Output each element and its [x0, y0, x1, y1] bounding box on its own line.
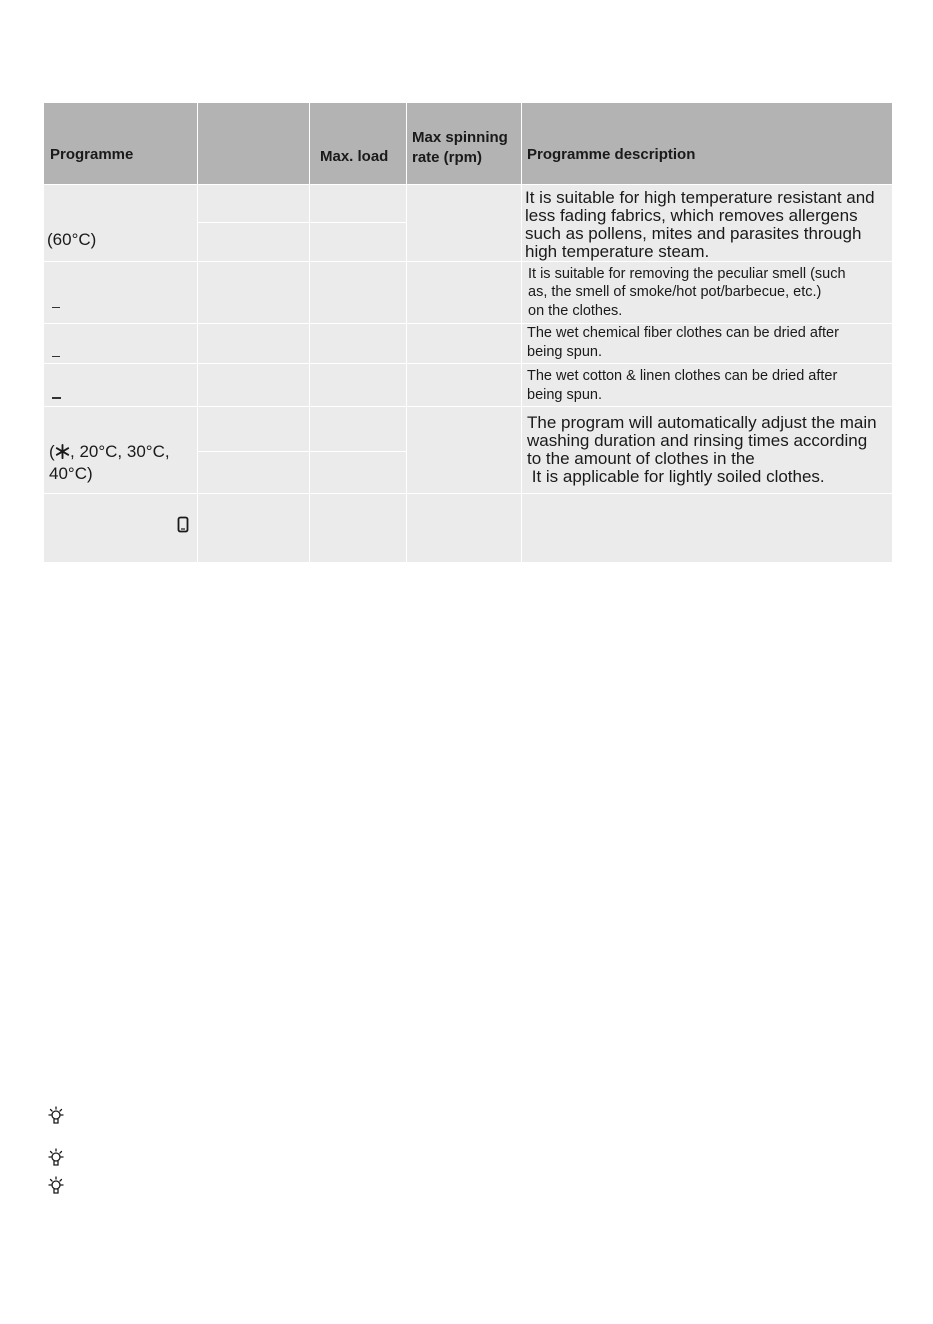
- row3-underscore: [52, 356, 60, 357]
- row5-programme-line2: 40°C): [49, 464, 93, 483]
- row5-col2-b: [198, 452, 309, 493]
- row1-programme-text: (60°C): [47, 230, 97, 249]
- row3-desc-line1: The wet chemical fiber clothes can be dried after: [527, 325, 839, 341]
- header-max-load: [310, 103, 406, 184]
- row2-desc-line3: on the clothes.: [528, 303, 623, 319]
- row5-col4: [407, 407, 521, 493]
- row5-col3-b: [310, 452, 406, 493]
- row2-programme: [44, 262, 197, 323]
- row3-col2: [198, 324, 309, 363]
- lightbulb-tip-icon: [46, 1148, 66, 1168]
- row5-programme-line1: , 20°C, 30°C,: [70, 442, 170, 461]
- row1-col2-b: [198, 223, 309, 261]
- row1-desc-line4: high temperature steam.: [525, 242, 710, 261]
- row5-desc-line3: to the amount of clothes in the: [527, 449, 755, 468]
- row1-programme: [44, 185, 197, 261]
- header-max-spin-line2: rate (rpm): [412, 149, 483, 166]
- row2-desc-line1: It is suitable for removing the peculiar smell (such: [528, 266, 846, 282]
- row5-open-paren: (: [49, 442, 55, 461]
- row2-underscore: [52, 307, 60, 308]
- row5-description: [522, 407, 892, 493]
- row6-col4: [407, 494, 521, 562]
- snowflake-icon: [55, 444, 70, 459]
- row6-description: [522, 494, 892, 562]
- programme-table: [44, 103, 892, 562]
- row1-desc-line3: such as pollens, mites and parasites through: [525, 224, 862, 243]
- row3-desc-line2: being spun.: [527, 344, 602, 360]
- row6-programme: [44, 494, 197, 562]
- row6-col2: [198, 494, 309, 562]
- header-description: [522, 103, 892, 184]
- row2-col2: [198, 262, 309, 323]
- row2-desc-line2: as, the smell of smoke/hot pot/barbecue, etc.): [528, 284, 822, 300]
- row1-col4: [407, 185, 521, 261]
- row6-col3: [310, 494, 406, 562]
- lightbulb-tip-icon: [46, 1176, 66, 1196]
- row3-description: [522, 324, 892, 363]
- row5-programme: [44, 407, 197, 493]
- header-programme-label: Programme: [50, 146, 134, 163]
- lightbulb-tip-icon: [46, 1106, 66, 1126]
- header-max-spin-line1: Max spinning: [412, 129, 508, 146]
- header-programme: [44, 103, 197, 184]
- row3-col4: [407, 324, 521, 363]
- row1-col3-a: [310, 185, 406, 222]
- row4-col2: [198, 364, 309, 406]
- header-blank: [198, 103, 309, 184]
- row5-col2-a: [198, 407, 309, 451]
- header-max-load-label: Max. load: [320, 148, 389, 165]
- row3-col3: [310, 324, 406, 363]
- row5-col3-a: [310, 407, 406, 451]
- row3-programme: [44, 324, 197, 363]
- row1-desc-line2: less fading fabrics, which removes allergens: [525, 206, 858, 225]
- row1-description: [522, 185, 892, 261]
- row4-desc-line1: The wet cotton & linen clothes can be dried after: [527, 368, 838, 384]
- row4-programme: [44, 364, 197, 406]
- row2-col3: [310, 262, 406, 323]
- row2-col4: [407, 262, 521, 323]
- row2-description: [522, 262, 892, 323]
- row1-desc-line1: It is suitable for high temperature resistant and: [525, 188, 875, 207]
- row1-col2-a: [198, 185, 309, 222]
- row5-desc-line2: washing duration and rinsing times according: [527, 431, 868, 450]
- header-description-label: Programme description: [527, 146, 696, 163]
- phone-icon: [177, 516, 189, 533]
- row4-underscore: [52, 397, 61, 399]
- row4-description: [522, 364, 892, 406]
- row1-col3-b: [310, 223, 406, 261]
- row5-desc-line4: It is applicable for lightly soiled clothes.: [527, 467, 825, 486]
- row4-col3: [310, 364, 406, 406]
- row4-desc-line2: being spun.: [527, 387, 602, 403]
- row4-col4: [407, 364, 521, 406]
- header-max-spin: [407, 103, 521, 184]
- row5-desc-line1: The program will automatically adjust the main: [527, 413, 877, 432]
